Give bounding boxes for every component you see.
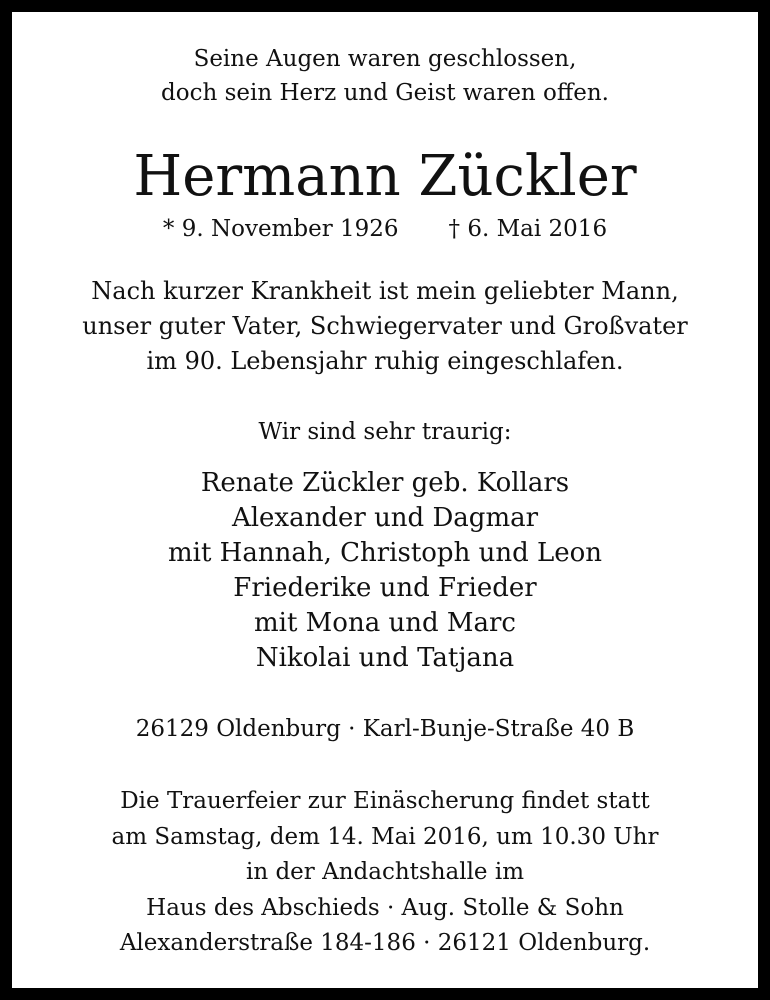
family-list [12, 466, 758, 676]
ceremony-line: Alexanderstraße 184-186 · 26121 Oldenburg. [119, 930, 651, 956]
birth-date: * 9. November 1926 [162, 216, 399, 242]
family-member-line: mit Mona und Marc [254, 608, 516, 638]
family-address: 26129 Oldenburg · Karl-Bunje-Straße 40 B [135, 716, 635, 742]
family-member-line: Friederike und Frieder [233, 573, 537, 603]
motto-verse [12, 42, 758, 110]
ceremony-line: Die Trauerfeier zur Einäscherung findet statt [120, 788, 650, 814]
deceased-name: Hermann Zückler [133, 144, 637, 209]
announcement-line: unser guter Vater, Schwiegervater und Großvater [82, 312, 688, 340]
announcement-line: Nach kurzer Krankheit ist mein geliebter Mann, [91, 277, 679, 305]
family-member-line: Alexander und Dagmar [231, 503, 539, 533]
ceremony-line: am Samstag, dem 14. Mai 2016, um 10.30 Uhr [111, 823, 659, 850]
motto-line: Seine Augen waren geschlossen, [193, 46, 577, 72]
mourning-line: Wir sind sehr traurig: [258, 419, 512, 445]
ceremony-line: Haus des Abschieds · Aug. Stolle & Sohn [146, 894, 624, 921]
life-dates [12, 212, 758, 246]
ceremony-line: in der Andachtshalle im [245, 859, 525, 885]
family-member-line: mit Hannah, Christoph und Leon [167, 538, 603, 568]
family-member-line: Nikolai und Tatjana [255, 643, 515, 673]
announcement-line: im 90. Lebensjahr ruhig eingeschlafen. [146, 347, 624, 375]
death-date: † 6. Mai 2016 [448, 216, 608, 242]
ceremony-details [12, 784, 758, 962]
announcement-text [12, 274, 758, 379]
motto-line: doch sein Herz und Geist waren offen. [161, 80, 609, 106]
family-member-line: Renate Zückler geb. Kollars [200, 468, 570, 498]
